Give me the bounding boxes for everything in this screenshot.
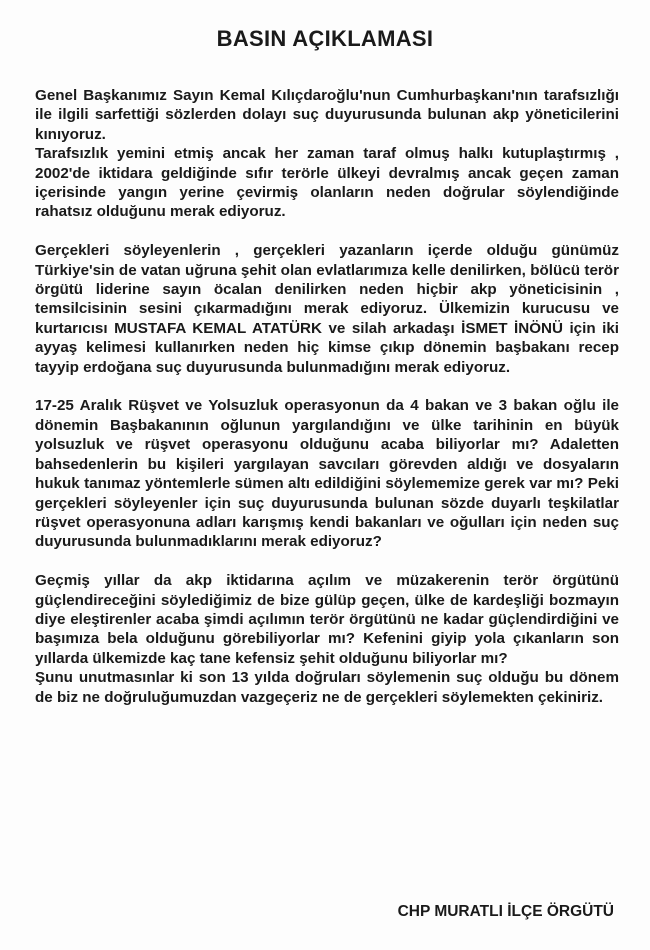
document-title: BASIN AÇIKLAMASI	[216, 26, 434, 51]
paragraph-2: Tarafsızlık yemini etmiş ancak her zaman taraf olmuş halkı kutuplaştırmış , 2002'de iktidara geldiğinde sıfır terörle ülkeyi devralmış ancak geçen zaman içerisinde yangın yerine çevirmiş olanların neden doğrular söylendiğinde rahatsız olduğunu merak ediyoruz.	[35, 145, 619, 221]
paragraph-1: Genel Başkanımız Sayın Kemal Kılıçdaroğlu'nun Cumhurbaşkanı'nın tarafsızlığı ile ilgili sarfettiği sözlerden dolayı suç duyurusunda bulunan akp yöneticilerini kınıyoruz.	[35, 87, 619, 143]
paragraph-4: 17-25 Aralık Rüşvet ve Yolsuzluk operasyonun da 4 bakan ve 3 bakan oğlu ile dönemin Başbakanının oğlunun yargılandığını ve ülke tarihinin en büyük yolsuzluk ve rüşvet operasyonu olduğunu acaba biliyorlar mı? Adaletten bahsedenlerin bu kişileri yargılayan savcıları görevden aldığı ve dosyaların hukuk tanımaz yöntemlerle sümen altı edildiğini söylememize gerek var mı? Peki gerçekleri söyleyenler için suç duyurusunda bulunan sözde duyarlı teşkilatlar rüşvet operasyonuna adları karışmış kendi bakanları ve oğulları için neden suç duyurusunda bulunmadıklarını merak ediyoruz?	[35, 397, 619, 551]
paragraph-5: Geçmiş yıllar da akp iktidarına açılım ve müzakerenin terör örgütünü güçlendireceğini söylediğimiz de bize gülüp geçen, ülke de kardeşliği bozmayın diye eleştirenler acaba şimdi açılımın terör örgütünü ne kadar güçlendirdiğini ve başımıza bela olduğunu görebiliyorlar mı? Kefenini giyip yola çıkanların son yıllarda ülkemizde kaç tane kefensiz şehit olduğunu biliyorlar mı?	[35, 572, 619, 667]
paragraph-3: Gerçekleri söyleyenlerin , gerçekleri yazanların içerde olduğu günümüz Türkiye'sin de vatan uğruna şehit olan evlatlarımıza kelle denilirken, bölücü terör örgütü liderine sayın öcalan denilirken neden hiçbir akp yöneticisinin , temsilcisinin sesini çıkarmadığını merak ediyoruz. Ülkemizin kurucusu ve kurtarıcısı MUSTAFA KEMAL ATATÜRK ve silah arkadaşı İSMET İNÖNÜ için iki ayyaş kelimesi kullanırken neden hiç kimse çıkıp dönemin başbakanı recep tayyip erdoğana suç duyurusunda bulunmadığını merak ediyoruz.	[35, 242, 619, 376]
paragraph-spacer	[35, 552, 619, 571]
signature: CHP MURATLI İLÇE ÖRGÜTÜ	[397, 903, 614, 920]
paragraph-spacer	[35, 377, 619, 396]
paragraph-spacer	[35, 222, 619, 241]
document-body	[35, 86, 619, 707]
paragraph-6: Şunu unutmasınlar ki son 13 yılda doğruları söylemenin suç olduğu bu dönem de biz ne doğruluğumuzdan vazgeçeriz ne de gerçekleri söylemekten çekiniriz.	[35, 669, 619, 706]
